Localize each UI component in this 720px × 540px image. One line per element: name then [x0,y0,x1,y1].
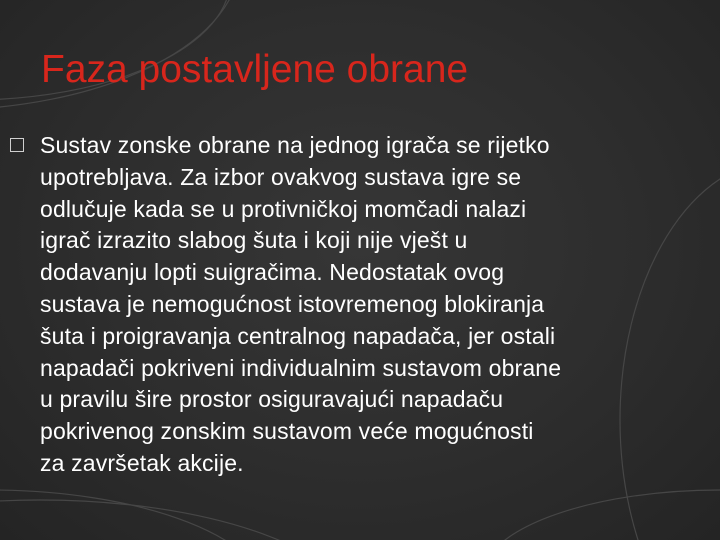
paragraph-line: šuta i proigravanja centralnog napadača, jer ostali [40,322,556,349]
deco-ring-bottom-left-2 [0,500,360,540]
paragraph-line: sustava je nemogućnost istovremenog blokiranja [40,290,545,317]
square-bullet-icon [10,138,24,152]
paragraph-line: u pravilu šire prostor osiguravajući napadaču [40,386,504,413]
slide-body [10,130,716,480]
bullet-paragraph [10,130,716,480]
paragraph-line: napadači pokriveni individualnim sustavom obrane [40,354,562,381]
paragraph-line: odlučuje kada se u protivničkoj momčadi nalazi [40,195,527,222]
deco-ring-bottom-right [480,490,720,540]
deco-ring-bottom-left [0,490,270,540]
paragraph-line: igrač izrazito slabog šuta i koji nije vješt u [40,227,468,254]
paragraph-line: upotrebljava. Za izbor ovakvog sustava igre se [40,163,522,190]
paragraph-line: dodavanju lopti suigračima. Nedostatak ovog [40,259,505,286]
paragraph-line: za završetak akcije. [40,449,244,476]
paragraph-line: pokrivenog zonskim sustavom veće mogućnosti [40,418,534,445]
paragraph-line: Sustav zonske obrane na jednog igrača se rijetko [40,132,550,158]
slide-title: Faza postavljene obrane [41,48,469,91]
